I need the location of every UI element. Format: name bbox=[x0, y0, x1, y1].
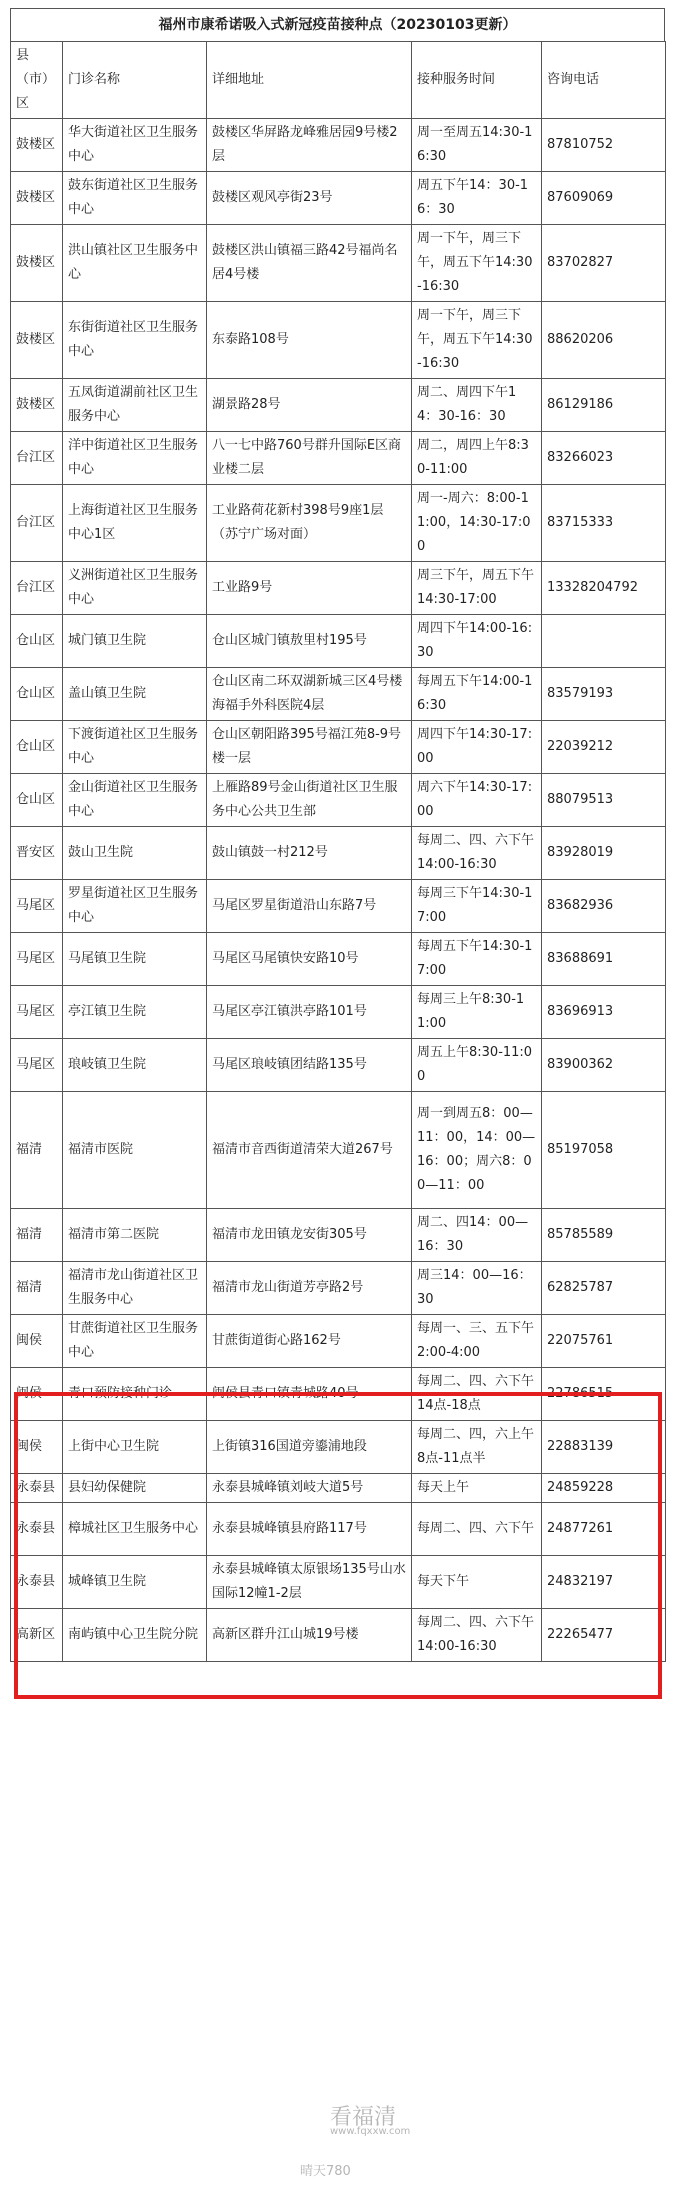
cell-phone: 83688691 bbox=[542, 933, 666, 986]
cell-clinic: 洪山镇社区卫生服务中心 bbox=[63, 225, 207, 302]
cell-phone: 22883139 bbox=[542, 1421, 666, 1474]
cell-district: 福清 bbox=[11, 1209, 63, 1262]
cell-clinic: 马尾镇卫生院 bbox=[63, 933, 207, 986]
cell-district: 台江区 bbox=[11, 562, 63, 615]
cell-clinic: 金山街道社区卫生服务中心 bbox=[63, 774, 207, 827]
cell-district: 鼓楼区 bbox=[11, 379, 63, 432]
cell-address: 永泰县城峰镇刘岐大道5号 bbox=[207, 1474, 412, 1503]
cell-district: 高新区 bbox=[11, 1609, 63, 1662]
cell-clinic: 南屿镇中心卫生院分院 bbox=[63, 1609, 207, 1662]
cell-clinic: 福清市医院 bbox=[63, 1092, 207, 1209]
cell-district: 仓山区 bbox=[11, 721, 63, 774]
table-row bbox=[11, 1368, 666, 1421]
table-row bbox=[11, 172, 666, 225]
cell-address: 永泰县城峰镇县府路117号 bbox=[207, 1503, 412, 1556]
cell-district: 鼓楼区 bbox=[11, 119, 63, 172]
cell-phone: 88079513 bbox=[542, 774, 666, 827]
vaccination-sites-sheet bbox=[10, 8, 665, 1662]
watermark-site: 看福清 bbox=[330, 2105, 397, 2130]
cell-district: 永泰县 bbox=[11, 1556, 63, 1609]
table-row bbox=[11, 119, 666, 172]
cell-clinic: 盖山镇卫生院 bbox=[63, 668, 207, 721]
cell-district: 马尾区 bbox=[11, 1039, 63, 1092]
table-row bbox=[11, 1503, 666, 1556]
cell-clinic: 罗星街道社区卫生服务中心 bbox=[63, 880, 207, 933]
cell-district: 仓山区 bbox=[11, 615, 63, 668]
cell-hours: 周三14：00—16：30 bbox=[412, 1262, 542, 1315]
header-phone: 咨询电话 bbox=[542, 42, 666, 119]
cell-hours: 周一到周五8：00—11：00，14：00—16：00；周六8：00—11：00 bbox=[412, 1092, 542, 1209]
table-row bbox=[11, 1039, 666, 1092]
table-row bbox=[11, 1262, 666, 1315]
watermark-author: 晴天780 bbox=[300, 2164, 351, 2179]
cell-address: 福清市龙田镇龙安街305号 bbox=[207, 1209, 412, 1262]
cell-phone: 83715333 bbox=[542, 485, 666, 562]
cell-phone: 22265477 bbox=[542, 1609, 666, 1662]
table-header-row bbox=[11, 42, 666, 119]
cell-hours: 周一下午，周三下午，周五下午14:30-16:30 bbox=[412, 302, 542, 379]
cell-clinic: 东街街道社区卫生服务中心 bbox=[63, 302, 207, 379]
cell-hours: 周五上午8:30-11:00 bbox=[412, 1039, 542, 1092]
cell-address: 鼓楼区观风亭街23号 bbox=[207, 172, 412, 225]
table-row bbox=[11, 721, 666, 774]
table-row bbox=[11, 1092, 666, 1209]
cell-hours: 每周二、四、六下午 bbox=[412, 1503, 542, 1556]
table-row bbox=[11, 1315, 666, 1368]
watermark-url: www.fqxxw.com bbox=[330, 2126, 411, 2137]
cell-phone: 83696913 bbox=[542, 986, 666, 1039]
table-row bbox=[11, 379, 666, 432]
cell-phone: 83928019 bbox=[542, 827, 666, 880]
header-district: 县（市）区 bbox=[11, 42, 63, 119]
sheet-title: 福州市康希诺吸入式新冠疫苗接种点（20230103更新） bbox=[10, 8, 665, 41]
cell-clinic: 县妇幼保健院 bbox=[63, 1474, 207, 1503]
cell-district: 福清 bbox=[11, 1262, 63, 1315]
cell-address: 仓山区朝阳路395号福江苑8-9号楼一层 bbox=[207, 721, 412, 774]
cell-clinic: 青口预防接种门诊 bbox=[63, 1368, 207, 1421]
cell-address: 高新区群升江山城19号楼 bbox=[207, 1609, 412, 1662]
header-clinic: 门诊名称 bbox=[63, 42, 207, 119]
table-row bbox=[11, 774, 666, 827]
cell-district: 台江区 bbox=[11, 432, 63, 485]
cell-clinic: 亭江镇卫生院 bbox=[63, 986, 207, 1039]
cell-phone: 83900362 bbox=[542, 1039, 666, 1092]
cell-address: 鼓楼区洪山镇福三路42号福尚名居4号楼 bbox=[207, 225, 412, 302]
cell-hours: 每周三上午8:30-11:00 bbox=[412, 986, 542, 1039]
table-row bbox=[11, 1421, 666, 1474]
cell-district: 台江区 bbox=[11, 485, 63, 562]
cell-hours: 每周二、四、六下午14:00-16:30 bbox=[412, 1609, 542, 1662]
cell-hours: 每周二、四、六下午14:00-16:30 bbox=[412, 827, 542, 880]
cell-address: 湖景路28号 bbox=[207, 379, 412, 432]
cell-phone: 85197058 bbox=[542, 1092, 666, 1209]
table-row bbox=[11, 615, 666, 668]
cell-address: 马尾区马尾镇快安路10号 bbox=[207, 933, 412, 986]
cell-phone: 83682936 bbox=[542, 880, 666, 933]
cell-hours: 周二、周四下午14：30-16：30 bbox=[412, 379, 542, 432]
cell-hours: 周二，周四上午8:30-11:00 bbox=[412, 432, 542, 485]
cell-phone: 85785589 bbox=[542, 1209, 666, 1262]
cell-clinic: 义洲街道社区卫生服务中心 bbox=[63, 562, 207, 615]
cell-phone: 62825787 bbox=[542, 1262, 666, 1315]
cell-district: 福清 bbox=[11, 1092, 63, 1209]
cell-hours: 每天下午 bbox=[412, 1556, 542, 1609]
cell-district: 鼓楼区 bbox=[11, 302, 63, 379]
cell-address: 闽侯县青口镇青城路40号 bbox=[207, 1368, 412, 1421]
cell-hours: 周四下午14:30-17:00 bbox=[412, 721, 542, 774]
cell-district: 永泰县 bbox=[11, 1503, 63, 1556]
cell-district: 仓山区 bbox=[11, 774, 63, 827]
cell-address: 鼓山镇鼓一村212号 bbox=[207, 827, 412, 880]
cell-district: 闽侯 bbox=[11, 1315, 63, 1368]
header-address: 详细地址 bbox=[207, 42, 412, 119]
cell-phone: 24877261 bbox=[542, 1503, 666, 1556]
cell-phone: 83266023 bbox=[542, 432, 666, 485]
cell-address: 福清市龙山街道芳亭路2号 bbox=[207, 1262, 412, 1315]
cell-district: 仓山区 bbox=[11, 668, 63, 721]
table-row bbox=[11, 1474, 666, 1503]
cell-address: 仓山区南二环双湖新城三区4号楼海福手外科医院4层 bbox=[207, 668, 412, 721]
cell-address: 工业路荷花新村398号9座1层（苏宁广场对面） bbox=[207, 485, 412, 562]
cell-hours: 周四下午14:00-16:30 bbox=[412, 615, 542, 668]
cell-address: 鼓楼区华屏路龙峰雅居园9号楼2层 bbox=[207, 119, 412, 172]
cell-hours: 每周五下午14:30-17:00 bbox=[412, 933, 542, 986]
table-row bbox=[11, 986, 666, 1039]
cell-phone: 13328204792 bbox=[542, 562, 666, 615]
cell-address: 马尾区亭江镇洪亭路101号 bbox=[207, 986, 412, 1039]
cell-clinic: 樟城社区卫生服务中心 bbox=[63, 1503, 207, 1556]
table-row bbox=[11, 485, 666, 562]
cell-address: 福清市音西街道清荣大道267号 bbox=[207, 1092, 412, 1209]
header-hours: 接种服务时间 bbox=[412, 42, 542, 119]
cell-clinic: 福清市龙山街道社区卫生服务中心 bbox=[63, 1262, 207, 1315]
cell-phone: 88620206 bbox=[542, 302, 666, 379]
table-row bbox=[11, 432, 666, 485]
cell-district: 马尾区 bbox=[11, 986, 63, 1039]
cell-hours: 每周一、三、五下午2:00-4:00 bbox=[412, 1315, 542, 1368]
table-row bbox=[11, 562, 666, 615]
cell-clinic: 城峰镇卫生院 bbox=[63, 1556, 207, 1609]
cell-clinic: 下渡街道社区卫生服务中心 bbox=[63, 721, 207, 774]
cell-phone: 22786515 bbox=[542, 1368, 666, 1421]
cell-district: 鼓楼区 bbox=[11, 172, 63, 225]
table-row bbox=[11, 1556, 666, 1609]
cell-address: 永泰县城峰镇太原银场135号山水国际12幢1-2层 bbox=[207, 1556, 412, 1609]
cell-hours: 每周三下午14:30-17:00 bbox=[412, 880, 542, 933]
table-row bbox=[11, 1609, 666, 1662]
cell-district: 闽侯 bbox=[11, 1368, 63, 1421]
cell-phone: 24859228 bbox=[542, 1474, 666, 1503]
cell-address: 上街镇316国道旁鎏浦地段 bbox=[207, 1421, 412, 1474]
cell-district: 马尾区 bbox=[11, 933, 63, 986]
table-row bbox=[11, 225, 666, 302]
cell-clinic: 甘蔗街道社区卫生服务中心 bbox=[63, 1315, 207, 1368]
cell-clinic: 鼓东街道社区卫生服务中心 bbox=[63, 172, 207, 225]
cell-address: 工业路9号 bbox=[207, 562, 412, 615]
cell-hours: 每天上午 bbox=[412, 1474, 542, 1503]
table-row bbox=[11, 827, 666, 880]
cell-clinic: 鼓山卫生院 bbox=[63, 827, 207, 880]
cell-hours: 每周二、四、六下午14点-18点 bbox=[412, 1368, 542, 1421]
cell-hours: 周三下午，周五下午14:30-17:00 bbox=[412, 562, 542, 615]
cell-district: 鼓楼区 bbox=[11, 225, 63, 302]
cell-clinic: 上街中心卫生院 bbox=[63, 1421, 207, 1474]
cell-phone: 86129186 bbox=[542, 379, 666, 432]
cell-address: 仓山区城门镇敖里村195号 bbox=[207, 615, 412, 668]
cell-address: 马尾区琅岐镇团结路135号 bbox=[207, 1039, 412, 1092]
cell-hours: 周五下午14：30-16：30 bbox=[412, 172, 542, 225]
cell-hours: 每周五下午14:00-16:30 bbox=[412, 668, 542, 721]
cell-address: 东泰路108号 bbox=[207, 302, 412, 379]
table-row bbox=[11, 1209, 666, 1262]
cell-phone: 24832197 bbox=[542, 1556, 666, 1609]
cell-district: 闽侯 bbox=[11, 1421, 63, 1474]
sites-table bbox=[10, 41, 666, 1662]
cell-phone: 22075761 bbox=[542, 1315, 666, 1368]
cell-hours: 周一-周六：8:00-11:00，14:30-17:00 bbox=[412, 485, 542, 562]
cell-phone: 22039212 bbox=[542, 721, 666, 774]
cell-clinic: 福清市第二医院 bbox=[63, 1209, 207, 1262]
cell-address: 马尾区罗星街道沿山东路7号 bbox=[207, 880, 412, 933]
cell-address: 八一七中路760号群升国际E区商业楼二层 bbox=[207, 432, 412, 485]
cell-district: 晋安区 bbox=[11, 827, 63, 880]
cell-hours: 周一下午，周三下午，周五下午14:30-16:30 bbox=[412, 225, 542, 302]
cell-hours: 周二、四14：00—16：30 bbox=[412, 1209, 542, 1262]
table-row bbox=[11, 933, 666, 986]
cell-phone bbox=[542, 615, 666, 668]
cell-district: 永泰县 bbox=[11, 1474, 63, 1503]
cell-hours: 周六下午14:30-17:00 bbox=[412, 774, 542, 827]
table-row bbox=[11, 880, 666, 933]
cell-phone: 83579193 bbox=[542, 668, 666, 721]
cell-clinic: 上海街道社区卫生服务中心1区 bbox=[63, 485, 207, 562]
cell-clinic: 城门镇卫生院 bbox=[63, 615, 207, 668]
cell-clinic: 洋中街道社区卫生服务中心 bbox=[63, 432, 207, 485]
cell-clinic: 五凤街道湖前社区卫生服务中心 bbox=[63, 379, 207, 432]
cell-clinic: 琅岐镇卫生院 bbox=[63, 1039, 207, 1092]
table-row bbox=[11, 302, 666, 379]
table-row bbox=[11, 668, 666, 721]
cell-phone: 83702827 bbox=[542, 225, 666, 302]
cell-address: 上雁路89号金山街道社区卫生服务中心公共卫生部 bbox=[207, 774, 412, 827]
cell-district: 马尾区 bbox=[11, 880, 63, 933]
cell-hours: 周一至周五14:30-16:30 bbox=[412, 119, 542, 172]
cell-phone: 87609069 bbox=[542, 172, 666, 225]
cell-hours: 每周二、四，六上午8点-11点半 bbox=[412, 1421, 542, 1474]
cell-clinic: 华大街道社区卫生服务中心 bbox=[63, 119, 207, 172]
cell-address: 甘蔗街道街心路162号 bbox=[207, 1315, 412, 1368]
cell-phone: 87810752 bbox=[542, 119, 666, 172]
